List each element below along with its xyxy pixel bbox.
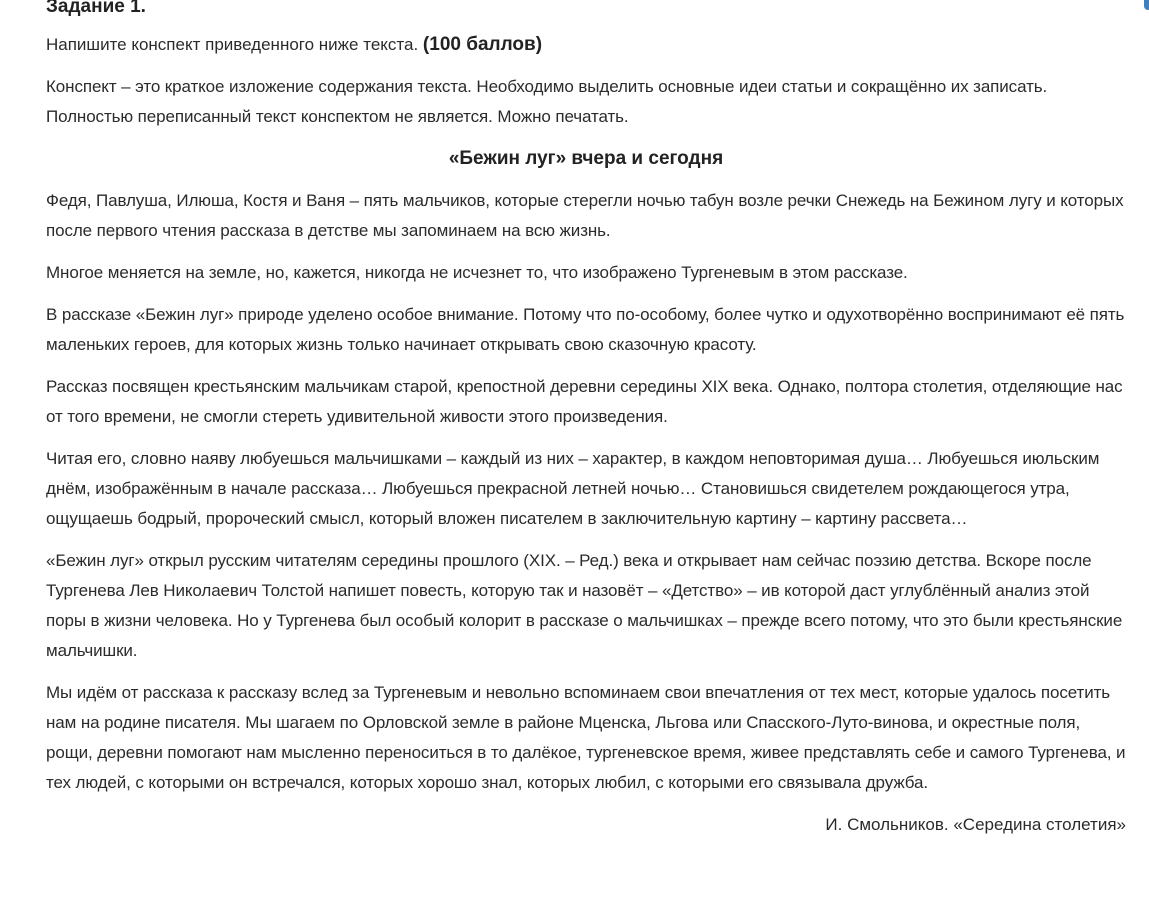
- article-paragraph-1: Федя, Павлуша, Илюша, Костя и Ваня – пять мальчиков, которые стерегли ночью табун возле речки Снежедь на Бежином лугу и которых после первого чтения рассказа в детстве мы запоминаем на всю жизнь.: [46, 191, 1124, 240]
- article-paragraph-2: Многое меняется на земле, но, кажется, никогда не исчезнет то, что изображено Тургеневым в этом рассказе.: [46, 263, 908, 282]
- article-paragraph-5: Читая его, словно наяву любуешься мальчишками – каждый из них – характер, в каждом неповторимая душа… Любуешься июльским днём, изображённым в начале рассказа… Любуешься прекрасной летней ночью… Становишься свидетелем рождающегося утра, ощущаешь бодрый, пророческий смысл, который вложен писателем в заключительную картину – картину рассвета…: [46, 449, 1100, 528]
- task-instruction: [46, 30, 1126, 60]
- task-definition: Конспект – это краткое изложение содержания текста. Необходимо выделить основные идеи статьи и сокращённо их записать. Полностью переписанный текст конспектом не является. Можно печатать.: [46, 77, 1048, 126]
- article-paragraph-3: В рассказе «Бежин луг» природе уделено особое внимание. Потому что по-особому, более чутко и одухотворённо воспринимают её пять маленьких героев, для которых жизнь только начинает открывать свою сказочную красоту.: [46, 305, 1125, 354]
- document-content: [46, 0, 1126, 840]
- article-paragraph-4: Рассказ посвящен крестьянским мальчикам старой, крепостной деревни середины XIX века. Однако, полтора столетия, отделяющие нас от того времени, не смогли стереть удивительной живости этого произведения.: [46, 377, 1123, 426]
- article-title: «Бежин луг» вчера и сегодня: [448, 148, 724, 169]
- article-paragraph-6: «Бежин луг» открыл русским читателям середины прошлого (XIX. – Ред.) века и открывает нам сейчас поэзию детства. Вскоре после Тургенева Лев Николаевич Толстой напишет повесть, которую так и назовёт – «Детство» – ив которой даст углублённый анализ этой поры в жизни человека. Но у Тургенева был особый колорит в рассказе о мальчишках – прежде всего потому, что это были крестьянские мальчишки.: [46, 551, 1123, 660]
- task-points: (100 баллов): [422, 34, 543, 55]
- article-signature: И. Смольников. «Середина столетия»: [825, 815, 1126, 834]
- task-instruction-text: Напишите конспект приведенного ниже текста.: [46, 35, 419, 54]
- page-edge-scroll-marker: [1144, 0, 1149, 10]
- task-title: Задание 1.: [46, 0, 146, 17]
- article-paragraph-7: Мы идём от рассказа к рассказу вслед за Тургеневым и невольно вспоминаем свои впечатления от тех мест, которые удалось посетить нам на родине писателя. Мы шагаем по Орловской земле в районе Мценска, Льгова или Спасского-Луто-винова, и окрестные поля, рощи, деревни помогают нам мысленно переноситься в то далёкое, тургеневское время, живее представлять себе и самого Тургенева, и тех людей, с которыми он встречался, которых хорошо знал, которых любил, с которыми его связывала дружба.: [46, 683, 1126, 792]
